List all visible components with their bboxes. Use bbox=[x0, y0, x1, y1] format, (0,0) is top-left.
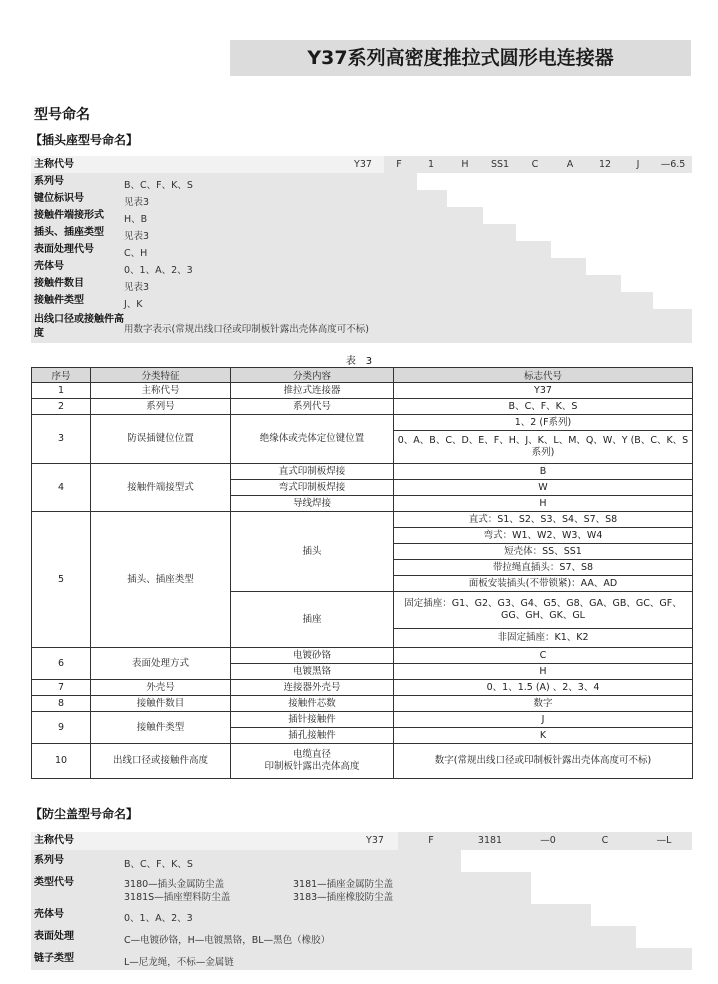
dc-row-value: 3180—插头金属防尘盖 bbox=[124, 879, 225, 890]
code-contact: J bbox=[636, 159, 640, 170]
cell: 接触件端接型式 bbox=[91, 464, 231, 512]
cell: 非固定插座：K1、K2 bbox=[394, 629, 693, 648]
cell-line: 印制板针露出壳体高度 bbox=[264, 761, 360, 772]
cell: 主称代号 bbox=[91, 383, 231, 399]
cell: 推拉式连接器 bbox=[231, 383, 394, 399]
cell: 插针接触件 bbox=[231, 712, 394, 728]
table-row bbox=[32, 415, 693, 431]
code-type: SS1 bbox=[490, 159, 510, 170]
table3-caption: 表 3 bbox=[345, 356, 373, 367]
table-row bbox=[32, 464, 693, 480]
cell: 0、1、1.5 (A) 、2、3、4 bbox=[394, 680, 693, 696]
cell: 2 bbox=[32, 399, 91, 415]
cell: 接触件数目 bbox=[91, 696, 231, 712]
cell: B bbox=[394, 464, 693, 480]
cell bbox=[231, 744, 394, 779]
cell: 接触件类型 bbox=[91, 712, 231, 744]
row-label: 壳体号 bbox=[34, 261, 64, 272]
header-cell: 分类内容 bbox=[231, 368, 394, 383]
cell: 3 bbox=[32, 415, 91, 464]
header-cell: 标志代号 bbox=[394, 368, 693, 383]
cell: 外壳号 bbox=[91, 680, 231, 696]
dc-row-label: 类型代号 bbox=[34, 877, 74, 888]
row-value: 用数字表示(常规出线口径或印制板针露出壳体高度可不标) bbox=[124, 324, 369, 335]
code-key: 1 bbox=[427, 159, 435, 170]
cell: 插座 bbox=[231, 592, 394, 648]
header-cell: 分类特征 bbox=[91, 368, 231, 383]
dc-row-label: 表面处理 bbox=[34, 931, 74, 942]
cell: 数字 bbox=[394, 696, 693, 712]
cell-line: 电缆直径 bbox=[292, 749, 331, 760]
cell: 固定插座：G1、G2、G3、G4、G5、G8、GA、GB、GC、GF、GG、GH、GK、GL bbox=[394, 592, 693, 629]
cell: B、C、F、K、S bbox=[394, 399, 693, 415]
code-y37: Y37 bbox=[354, 159, 372, 170]
cell: 防误插键位位置 bbox=[91, 415, 231, 464]
row-value: C、H bbox=[124, 248, 148, 259]
cell: 插孔接触件 bbox=[231, 728, 394, 744]
row-label: 接触件数目 bbox=[34, 278, 84, 289]
cell: 插头、插座类型 bbox=[91, 512, 231, 648]
dc-code-series: F bbox=[428, 835, 434, 846]
cell: 表面处理方式 bbox=[91, 648, 231, 680]
cell: 1、2 (F系列) bbox=[394, 415, 693, 431]
code-finish: C bbox=[531, 159, 539, 170]
cell: 电镀砂铬 bbox=[231, 648, 394, 664]
cell: 5 bbox=[32, 512, 91, 648]
row-value: H、B bbox=[124, 214, 148, 225]
dc-row-label: 壳体号 bbox=[34, 909, 64, 920]
cell: J bbox=[394, 712, 693, 728]
cell: 弯式印制板焊接 bbox=[231, 480, 394, 496]
dc-row-value: 3181S—插座塑料防尘盖 bbox=[124, 892, 231, 903]
cell: H bbox=[394, 664, 693, 680]
cell: 系列号 bbox=[91, 399, 231, 415]
cell: Y37 bbox=[394, 383, 693, 399]
dc-row-label: 系列号 bbox=[34, 855, 64, 866]
table-header-row bbox=[32, 368, 693, 383]
cell: 8 bbox=[32, 696, 91, 712]
dc-code-chain: —L bbox=[656, 835, 672, 846]
table-row bbox=[32, 744, 693, 779]
row-label: 接触件类型 bbox=[34, 295, 84, 306]
cell: 电镀黑铬 bbox=[231, 664, 394, 680]
table-row bbox=[32, 680, 693, 696]
cell: 插头 bbox=[231, 512, 394, 592]
cell: 直式：S1、S2、S3、S4、S7、S8 bbox=[394, 512, 693, 528]
cell: H bbox=[394, 496, 693, 512]
cell: 9 bbox=[32, 712, 91, 744]
page-title: Y37系列高密度推拉式圆形电连接器 bbox=[230, 40, 691, 76]
row-value: B、C、F、K、S bbox=[124, 180, 193, 191]
row-label: 键位标识号 bbox=[34, 193, 84, 204]
cell: 6 bbox=[32, 648, 91, 680]
dc-row-label: 链子类型 bbox=[34, 953, 74, 964]
code-series: F bbox=[396, 159, 402, 170]
cell: 直式印制板焊接 bbox=[231, 464, 394, 480]
cell: 短壳体：SS、SS1 bbox=[394, 544, 693, 560]
table-row bbox=[32, 696, 693, 712]
cell: 4 bbox=[32, 464, 91, 512]
cell: W bbox=[394, 480, 693, 496]
row-label: 接触件端接形式 bbox=[34, 210, 104, 221]
dust-cap-heading: 【防尘盖型号命名】 bbox=[30, 807, 139, 821]
cell: 10 bbox=[32, 744, 91, 779]
cell: 绝缘体或壳体定位键位置 bbox=[231, 415, 394, 464]
table-row bbox=[32, 712, 693, 728]
row-label: 出线口径或接触件高度 bbox=[34, 314, 124, 339]
row-value: 见表3 bbox=[124, 231, 150, 242]
code-termination: H bbox=[461, 159, 469, 170]
cell: 连接器外壳号 bbox=[231, 680, 394, 696]
cell: 0、A、B、C、D、E、F、H、J、K、L、M、Q、W、Y (B、C、K、S系列) bbox=[394, 431, 693, 464]
dc-code-finish: C bbox=[601, 835, 609, 846]
code-count: 12 bbox=[598, 159, 612, 170]
table-row bbox=[32, 399, 693, 415]
table-row bbox=[32, 648, 693, 664]
cell: 出线口径或接触件高度 bbox=[91, 744, 231, 779]
dc-code-shell: —0 bbox=[540, 835, 556, 846]
cell: K bbox=[394, 728, 693, 744]
cell: 导线焊接 bbox=[231, 496, 394, 512]
dc-row-value: 3181—插座金属防尘盖 bbox=[293, 879, 394, 890]
cell: 弯式：W1、W2、W3、W4 bbox=[394, 528, 693, 544]
header-cell: 序号 bbox=[32, 368, 91, 383]
cell: 接触件芯数 bbox=[231, 696, 394, 712]
table3 bbox=[31, 367, 693, 779]
dc-code-y37: Y37 bbox=[366, 835, 384, 846]
dc-row-value: 3183—插座橡胶防尘盖 bbox=[293, 892, 394, 903]
row-label: 主称代号 bbox=[34, 159, 74, 170]
cell: 面板安装插头(不带锁紧)：AA、AD bbox=[394, 576, 693, 592]
row-label: 插头、插座类型 bbox=[34, 227, 104, 238]
dc-row-value: B、C、F、K、S bbox=[124, 859, 193, 870]
row-value: 见表3 bbox=[124, 282, 150, 293]
code-height: —6.5 bbox=[660, 159, 686, 170]
cell: 带拉绳直插头：S7、S8 bbox=[394, 560, 693, 576]
row-value: J、K bbox=[124, 299, 143, 310]
dc-code-type: 3181 bbox=[477, 835, 503, 846]
code-shell: A bbox=[566, 159, 574, 170]
socket-model-heading: 【插头座型号命名】 bbox=[30, 133, 139, 147]
dc-row-label: 主称代号 bbox=[34, 835, 74, 846]
dc-row-value: L—尼龙绳，不标—金属链 bbox=[124, 957, 234, 968]
row-label: 表面处理代号 bbox=[34, 244, 94, 255]
cell: C bbox=[394, 648, 693, 664]
row-value: 0、1、A、2、3 bbox=[124, 265, 193, 276]
cell: 7 bbox=[32, 680, 91, 696]
section-title: 型号命名 bbox=[34, 107, 90, 123]
cell: 系列代号 bbox=[231, 399, 394, 415]
row-label: 系列号 bbox=[34, 176, 64, 187]
table-row bbox=[32, 383, 693, 399]
table-row bbox=[32, 512, 693, 528]
cell: 数字(常规出线口径或印制板针露出壳体高度可不标) bbox=[394, 744, 693, 779]
row-value: 见表3 bbox=[124, 197, 150, 208]
dc-row-value: 0、1、A、2、3 bbox=[124, 913, 193, 924]
cell: 1 bbox=[32, 383, 91, 399]
dc-row-value: C—电镀砂铬，H—电镀黑铬，BL—黑色（橡胶） bbox=[124, 935, 331, 946]
